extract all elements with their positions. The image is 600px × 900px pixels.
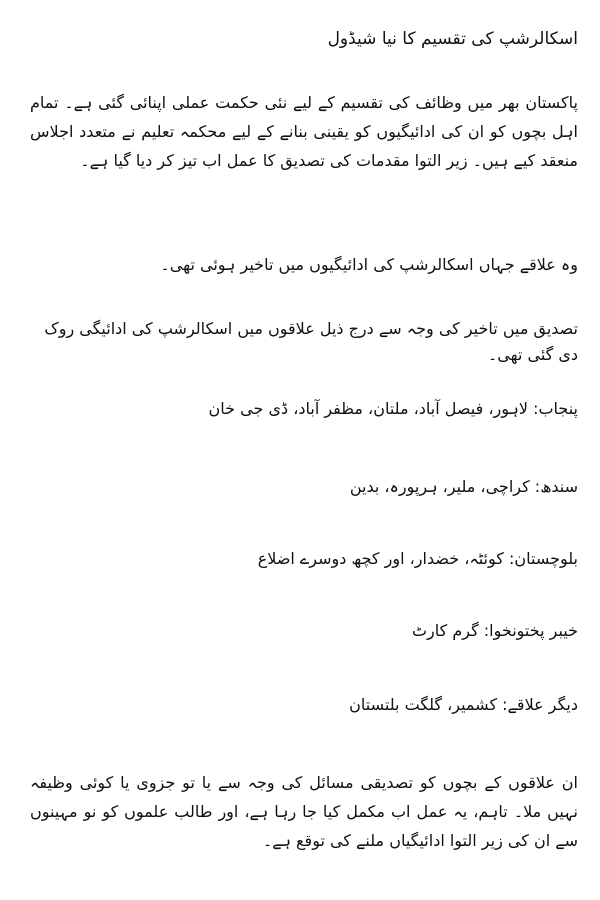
region-other: دیگر علاقے: کشمیر، گلگت بلتستان [349, 695, 578, 714]
document-title: اسکالرشپ کی تقسیم کا نیا شیڈول [327, 29, 578, 49]
intro-paragraph: پاکستان بھر میں وظائف کی تقسیم کے لیے نئی حکمت عملی اپنائی گئی ہے۔ تمام اہل بچوں کو ان کی ادائیگیوں کو یقینی بنانے کے لیے محکمہ تعلیم نے متعدد اجلاس منعقد کیے ہیں۔ زیر التوا مقدمات کی تصدیق کا عمل اب تیز کر دیا گیا ہے۔ [30, 93, 578, 170]
delayed-areas-note: تصدیق میں تاخیر کی وجہ سے درج ذیل علاقوں میں اسکالرشپ کی ادائیگی روک دی گئی تھی۔ [44, 319, 578, 364]
closing-paragraph: ان علاقوں کے بچوں کو تصدیقی مسائل کی وجہ سے یا تو جزوی یا کوئی وظیفہ نہیں ملا۔ تاہم، یہ عمل اب مکمل کیا جا رہا ہے، اور طالب علموں کو نو مہینوں سے ان کی زیر التوا ادائیگیاں ملنے کی توقع ہے۔ [30, 773, 578, 850]
region-punjab: پنجاب: لاہور، فیصل آباد، ملتان، مظفر آباد، ڈی جی خان [208, 399, 578, 418]
region-sindh: سندھ: کراچی، ملیر، ہرپورہ، بدین [349, 477, 578, 496]
delayed-areas-heading: وہ علاقے جہاں اسکالرشپ کی ادائیگیوں میں تاخیر ہوئی تھی۔ [160, 255, 578, 274]
region-kpk: خیبر پختونخوا: گرم کارٹ [411, 621, 578, 640]
region-balochistan: بلوچستان: کوئٹہ، خضدار، اور کچھ دوسرے اضلاع [257, 549, 578, 568]
